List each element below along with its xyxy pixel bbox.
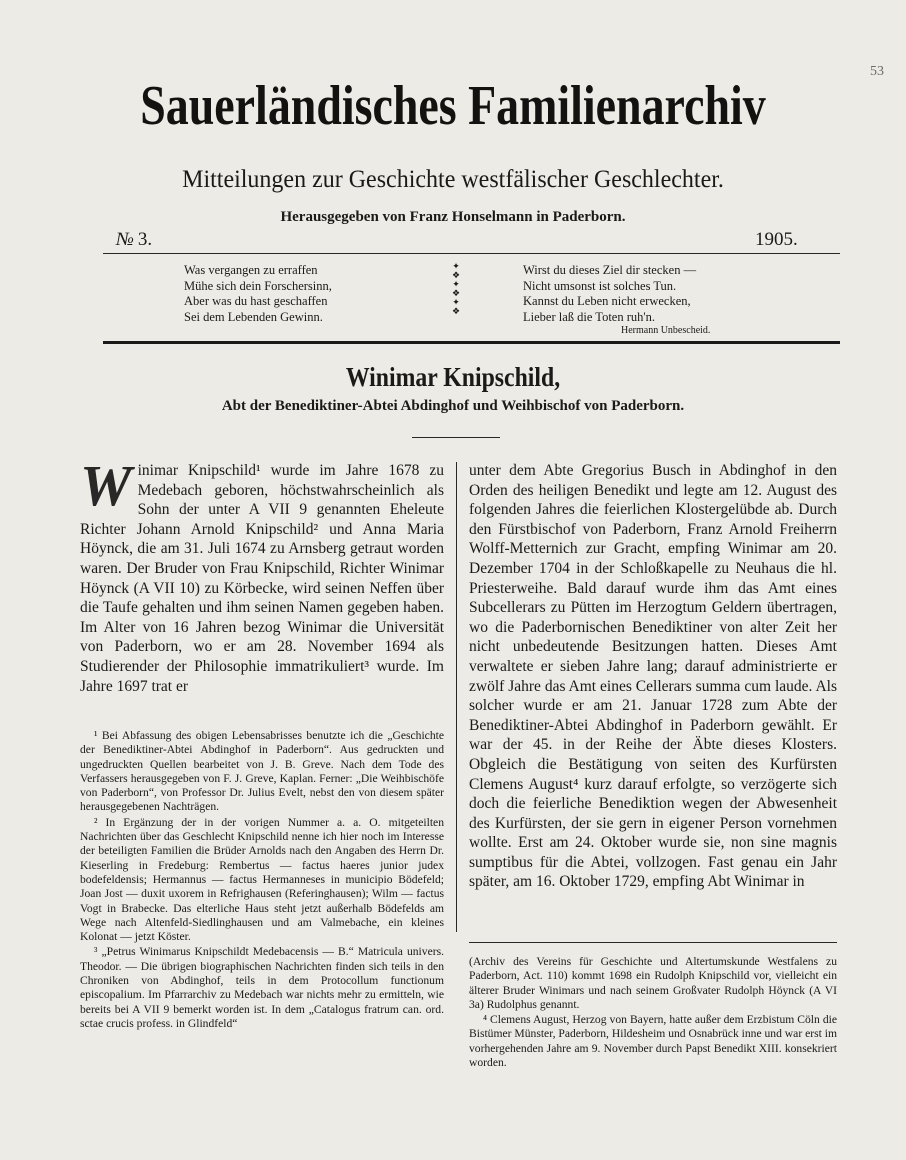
page-number: 53 [870, 64, 884, 79]
poem-attribution: Hermann Unbescheid. [621, 325, 711, 336]
poem-left-stanza [184, 263, 332, 325]
poem-line: Was vergangen zu erraffen [184, 263, 318, 277]
issue-year: 1905. [755, 229, 798, 250]
poem-line: Kannst du Leben nicht erwecken, [523, 294, 691, 308]
title-rule [412, 437, 500, 438]
header-rule [103, 253, 840, 254]
poem-right-stanza [523, 263, 696, 325]
masthead-subtitle: Mitteilungen zur Geschichte westfälischer Geschlechter. [182, 166, 724, 193]
poem-line: Mühe sich dein Forschersinn, [184, 278, 332, 293]
masthead-title: Sauerländisches Familienarchiv [140, 75, 766, 137]
footnote-continuation: (Archiv des Vereins für Geschichte und Altertumskunde Westfalens zu Paderborn, Act. 110) kommt 1698 ein Rudolph Knipschild vor, vielleicht ein älterer Bruder Winimars und nach seinem Großvater Rudolph Höynck (A VI 3a) Rudolphus genannt. [469, 955, 837, 1011]
footnote: ³ „Petrus Winimarus Knipschildt Medebacensis — B.“ Matricula univers. Theodor. — Die übrigen biographischen Nachrichten finden sich teils in den Chroniken von Abdinghof, teils in dem Protocollum functionum episcopalium. Im Pfarrarchiv zu Medebach war nichts mehr zu ermitteln, wie bereits bei A VII 9 bemerkt worden ist. In dem „Catalogus fratrum can. ord. sctae crucis profess. in Glindfeld“ [80, 945, 444, 1030]
issue-number [116, 229, 152, 251]
column-divider [456, 462, 457, 932]
article-subtitle: Abt der Benediktiner-Abtei Abdinghof und Weihbischof von Paderborn. [221, 398, 685, 414]
article-column-right [469, 461, 837, 892]
poem-line: Nicht umsonst ist solches Tun. [523, 278, 677, 293]
article-body-right: unter dem Abte Gregorius Busch in Abdinghof in den Orden des heiligen Benedikt und legte am 12. August des folgenden Jahres die feierlichen Klostergelübde ab. Durch den Fürstbischof von Paderborn, Franz Arnold Freiherrn Wolff-Metternich zur Gracht, empfing Winimar am 20. Dezember 1704 in der Schloßkapelle zu Neuhaus die hl. Priesterweihe. Bald darauf wurde ihm das Amt eines Subcellerars zu Pütten im Herzogtum Geldern übertragen, wo die Paderbornischen Benediktiner von alter Zeit her nicht unbedeutende Besitzungen hatten. Dieses Amt verwaltete er sieben Jahre lang; darauf administrierte er zwölf Jahre das Amt eines Cellerars summa cum laude. Als solcher wurde er am 21. Januar 1728 zum Abte der Benediktiner-Abtei Abdinghof in Paderborn gewählt. Er war der 45. in der Reihe der Äbte dieses Klosters. Obgleich die Bestätigung von seiten des Kurfürsten Clemens August⁴ kurz darauf erfolgte, so verzögerte sich doch die feierliche Benediktion wegen der Abwesenheit des Kurfürsten, der sie gern in eigener Person vornehmen wollte. Erst am 24. Oktober wurde sie, non sine magnis sumptibus für die Abtei, vollzogen. Fast genau ein Jahr später, am 16. Oktober 1729, empfing Abt Winimar in [469, 462, 837, 891]
footnote: ¹ Bei Abfassung des obigen Lebensabrisses benutzte ich die „Geschichte der Benediktiner-Abtei Abdinghof in Paderborn“. Aus gedruckten und ungedruckten Quellen bearbeitet von J. B. Greve. Nach dem Tode des Verfassers herausgegeben von F. J. Greve, Kaplan. Ferner: „Die Weihbischöfe von Paderborn“, von Professor Dr. Julius Evelt, nebst den von diesem später herausgegebenen Nachträgen. [80, 729, 444, 814]
poem-line: Wirst du dieses Ziel dir stecken — [523, 263, 697, 277]
footnote-rule [469, 942, 837, 943]
footnote: ² In Ergänzung der in der vorigen Nummer a. a. O. mitgeteilten Nachrichten über das Geschlecht Knipschild nenne ich hier noch im Interesse der beteiligten Familien die Brüder Arnolds nach den Angaben des Herrn Dr. Kieserling in Fredeburg: Rembertus — factus haeres junior judex bodefeldensis; Hermannus — factus Hermanneses in municipio Bödefeld; Joan Jost — duxit uxorem in Refrighausen (Referinghausen); Wilm — factus Vogt in Brabecke. Das elterliche Haus steht jetzt außerhalb Bödefelds am Wege nach Altenfeld-Siedlinghausen und am Valmebache, ein kleines Kolonat — jetzt Köster. [80, 815, 444, 944]
footnotes-left [80, 729, 444, 1032]
poem-ornament: ✦ ❖ ✦ ❖ ✦ ❖ [451, 261, 461, 316]
article-column-left [80, 453, 444, 696]
article-title: Winimar Knipschild, [345, 362, 561, 392]
poem-line: Lieber laß die Toten ruh'n. [523, 309, 656, 324]
masthead-editor: Herausgegeben von Franz Honselmann in Paderborn. [280, 209, 626, 225]
issue-prefix: № [116, 229, 134, 250]
footnote: ⁴ Clemens August, Herzog von Bayern, hatte außer dem Erzbistum Cöln die Bistümer Münster, Paderborn, Hildesheim und Osnabrück inne und war erst im vorhergehenden Jahre am 9. November durch Papst Benedikt XIII. konsekriert worden. [469, 1013, 837, 1070]
section-rule [103, 341, 840, 344]
footnotes-right [469, 955, 837, 1071]
issue-number-value: 3. [137, 229, 153, 250]
article-body-left: inimar Knipschild¹ wurde im Jahre 1678 zu Medebach geboren, höchstwahrscheinlich als Sohn der unter A VII 9 genannten Eheleute Richter Johann Arnold Knipschild² und Anna Maria Höynck, die am 31. Juli 1674 zu Arnsberg getraut worden waren. Der Bruder von Frau Knipschild, Richter Winimar Höynck (A VII 10) zu Körbecke, wird seinen Neffen über die Taufe gehalten und ihm seinen Namen gegeben haben. Im Alter von 16 Jahren bezog Winimar die Universität von Paderborn, wo er am 28. November 1694 als Studierender der Philosophie immatrikuliert³ wurde. Im Jahre 1697 trat er [80, 462, 444, 695]
poem-line: Aber was du hast geschaffen [184, 294, 328, 308]
poem-line: Sei dem Lebenden Gewinn. [184, 309, 323, 324]
drop-cap: W [80, 453, 132, 518]
